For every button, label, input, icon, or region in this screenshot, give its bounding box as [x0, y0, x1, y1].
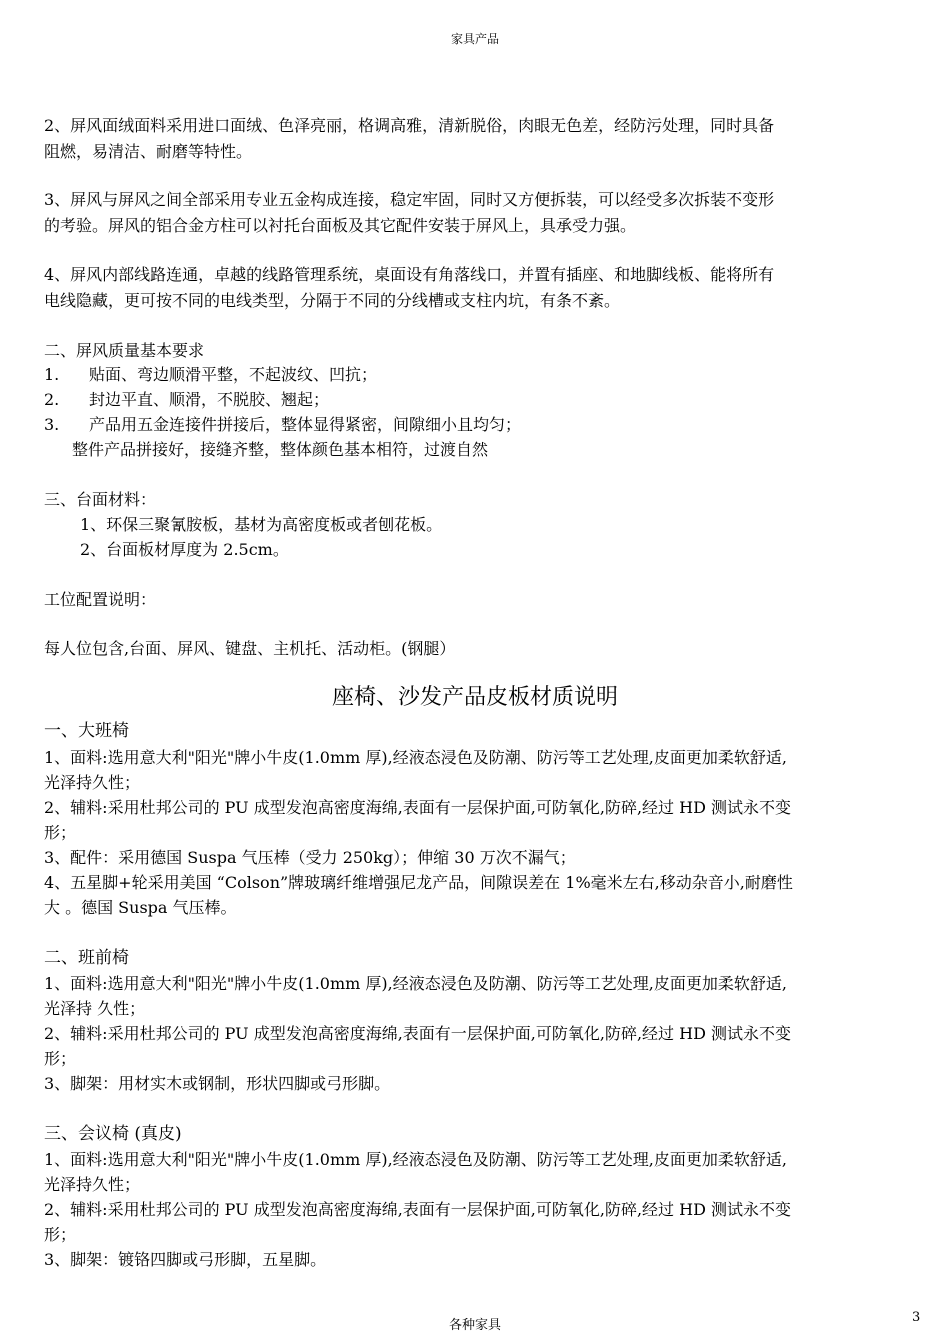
meeting-chair-line: 1、面料:选用意大利"阳光"牌小牛皮(1.0mm 厚),经液态浸色及防潮、防污等工艺处理,皮面更加柔软舒适,	[44, 1150, 787, 1169]
quality-extra: 整件产品拼接好，接缝齐整，整体颜色基本相符，过渡自然	[72, 440, 489, 459]
front-chair-line: 1、面料:选用意大利"阳光"牌小牛皮(1.0mm 厚),经液态浸色及防潮、防污等工艺处理,皮面更加柔软舒适,	[44, 974, 787, 993]
list-text: 封边平直、顺滑，不脱胶、翘起；	[89, 390, 330, 409]
workstation-heading: 工位配置说明：	[44, 590, 157, 609]
item-4-line-2: 电线隐藏，更可按不同的电线类型，分隔于不同的分线槽或支柱内坑，有条不紊。	[44, 291, 621, 310]
boss-chair-line: 4、五星脚+轮采用美国 “Colson”牌玻璃纤维增强尼龙产品，间隙误差在 1%毫米左右,移动杂音小,耐磨性	[44, 873, 793, 892]
item-3-line-2: 的考验。屏风的铝合金方柱可以衬托台面板及其它配件安装于屏风上，具承受力强。	[44, 216, 637, 235]
item-3-line-1: 3、屏风与屏风之间全部采用专业五金构成连接，稳定牢固，同时又方便拆装，可以经受多次拆装不变形	[44, 190, 775, 209]
front-chair-line: 2、辅料:采用杜邦公司的 PU 成型发泡高密度海绵,表面有一层保护面,可防氧化,防碎,经过 HD 测试永不变	[44, 1024, 792, 1043]
page-footer: 各种家具	[448, 1318, 501, 1333]
meeting-chair-heading: 三、会议椅 (真皮)	[44, 1124, 182, 1144]
desk-item-2: 2、台面板材厚度为 2.5cm。	[80, 540, 289, 559]
boss-chair-line: 光泽持久性；	[44, 773, 141, 792]
list-number: 2.	[44, 390, 60, 409]
chair-section-title: 座椅、沙发产品皮板材质说明	[331, 685, 618, 710]
item-4-line-1: 4、屏风内部线路连通，卓越的线路管理系统，桌面设有角落线口，并置有插座、和地脚线板、能将所有	[44, 265, 775, 284]
boss-chair-line: 3、配件：采用德国 Suspa 气压棒（受力 250kg）；伸缩 30 万次不漏气；	[44, 848, 576, 867]
quality-item-1	[44, 364, 377, 386]
meeting-chair-line: 形；	[44, 1225, 77, 1244]
boss-chair-line: 2、辅料:采用杜邦公司的 PU 成型发泡高密度海绵,表面有一层保护面,可防氧化,防碎,经过 HD 测试永不变	[44, 798, 792, 817]
boss-chair-line: 1、面料:选用意大利"阳光"牌小牛皮(1.0mm 厚),经液态浸色及防潮、防污等工艺处理,皮面更加柔软舒适,	[44, 748, 787, 767]
quality-heading: 二、屏风质量基本要求	[44, 341, 205, 360]
list-number: 3.	[44, 415, 60, 434]
workstation-text: 每人位包含,台面、屏风、键盘、主机托、活动柜。(钢腿）	[44, 639, 456, 658]
desk-item-1: 1、环保三聚氰胺板，基材为高密度板或者刨花板。	[80, 515, 443, 534]
page-number: 3	[912, 1310, 921, 1325]
meeting-chair-line: 光泽持久性；	[44, 1175, 141, 1194]
list-text: 贴面、弯边顺滑平整，不起波纹、凹抗；	[89, 365, 378, 384]
meeting-chair-line: 2、辅料:采用杜邦公司的 PU 成型发泡高密度海绵,表面有一层保护面,可防氧化,防碎,经过 HD 测试永不变	[44, 1200, 792, 1219]
meeting-chair-line: 3、脚架：镀铬四脚或弓形脚，五星脚。	[44, 1250, 327, 1269]
front-chair-line: 3、脚架：用材实木或钢制，形状四脚或弓形脚。	[44, 1074, 391, 1093]
item-2-line-2: 阻燃，易清洁、耐磨等特性。	[44, 142, 253, 161]
quality-item-3	[44, 414, 521, 436]
list-text: 产品用五金连接件拼接后，整体显得紧密，间隙细小且均匀；	[89, 415, 522, 434]
boss-chair-line: 形；	[44, 823, 77, 842]
front-chair-line: 形；	[44, 1049, 77, 1068]
boss-chair-line: 大 。德国 Suspa 气压棒。	[44, 898, 237, 917]
boss-chair-heading: 一、大班椅	[44, 721, 129, 741]
front-chair-heading: 二、班前椅	[44, 948, 129, 968]
page-header: 家具产品	[450, 32, 499, 46]
list-number: 1.	[44, 365, 60, 384]
item-2-line-1: 2、屏风面绒面料采用进口面绒、色泽亮丽，格调高雅，清新脱俗，肉眼无色差，经防污处理，同时具备	[44, 116, 775, 135]
front-chair-line: 光泽持 久性；	[44, 999, 146, 1018]
quality-item-2	[44, 389, 329, 411]
desk-heading: 三、台面材料：	[44, 490, 157, 509]
